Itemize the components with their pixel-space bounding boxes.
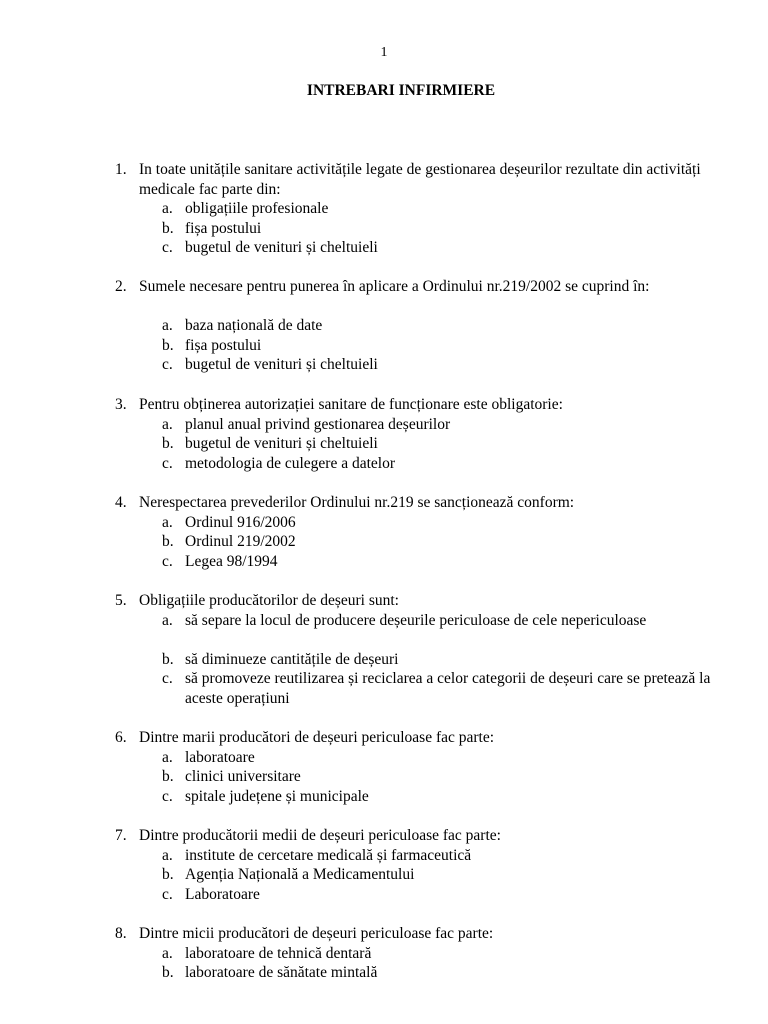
option-text: Laboratoare <box>185 886 260 903</box>
option-text: laboratoare <box>185 749 255 766</box>
question-number: 4. <box>115 494 127 511</box>
option-letter: a. <box>162 200 173 217</box>
option-text: institute de cercetare medicală și farmaceutică <box>185 847 472 864</box>
question-number: 6. <box>115 729 127 746</box>
option-letter: c. <box>162 788 173 805</box>
option-letter: c. <box>162 356 173 373</box>
option-letter: a. <box>162 945 173 962</box>
document-title: INTREBARI INFIRMIERE <box>306 82 496 99</box>
question-text: Dintre producătorii medii de deșeuri periculoase fac parte: <box>139 827 501 844</box>
option-text: Agenția Națională a Medicamentului <box>185 866 415 883</box>
option-text: laboratoare de sănătate mintală <box>185 964 378 981</box>
option-text: baza națională de date <box>185 317 323 334</box>
option-text: obligațiile profesionale <box>185 200 329 217</box>
question-number: 7. <box>115 827 127 844</box>
option-letter: b. <box>162 964 174 981</box>
option-text: fișa postului <box>185 220 262 237</box>
question-text: Dintre marii producători de deșeuri periculoase fac parte: <box>139 729 495 746</box>
option-text: Ordinul 219/2002 <box>185 533 296 550</box>
option-text: bugetul de venituri și cheltuieli <box>185 356 378 373</box>
option-text: metodologia de culegere a datelor <box>185 455 396 472</box>
option-text: să separe la locul de producere deșeurile periculoase de cele nepericuloase <box>185 612 647 629</box>
option-letter: a. <box>162 416 173 433</box>
option-letter: b. <box>162 651 174 668</box>
question-number: 1. <box>115 161 127 178</box>
option-letter: b. <box>162 533 174 550</box>
option-letter: c. <box>162 886 173 903</box>
option-letter: c. <box>162 670 173 687</box>
question-text: Pentru obținerea autorizației sanitare de funcționare este obligatorie: <box>139 396 563 413</box>
question-text: Sumele necesare pentru punerea în aplicare a Ordinului nr.219/2002 se cuprind în: <box>139 278 650 295</box>
option-letter: c. <box>162 239 173 256</box>
option-letter: c. <box>162 455 173 472</box>
option-letter: a. <box>162 514 173 531</box>
question-number: 8. <box>115 925 127 942</box>
option-text: planul anual privind gestionarea deșeurilor <box>185 416 451 433</box>
question-text: Nerespectarea prevederilor Ordinului nr.219 se sancționează conform: <box>139 494 575 511</box>
option-letter: b. <box>162 768 174 785</box>
option-letter: b. <box>162 337 174 354</box>
question-number: 3. <box>115 396 127 413</box>
question-text: Dintre micii producători de deșeuri periculoase fac parte: <box>139 925 494 942</box>
option-letter: c. <box>162 553 173 570</box>
option-letter: a. <box>162 612 173 629</box>
option-text: laboratoare de tehnică dentară <box>185 945 372 962</box>
option-text: Ordinul 916/2006 <box>185 514 296 531</box>
option-text: să diminueze cantitățile de deșeuri <box>185 651 399 668</box>
option-text: spitale județene și municipale <box>185 788 369 805</box>
option-letter: b. <box>162 435 174 452</box>
option-text: Legea 98/1994 <box>185 553 278 570</box>
page-number: 1 <box>380 45 388 60</box>
option-text: fișa postului <box>185 337 262 354</box>
option-text: clinici universitare <box>185 768 301 785</box>
option-text: bugetul de venituri și cheltuieli <box>185 239 378 256</box>
option-text: să promoveze reutilizarea și reciclarea a celor categorii de deșeuri care se pretează la aceste operațiuni <box>185 670 711 707</box>
option-letter: a. <box>162 847 173 864</box>
option-text: bugetul de venituri și cheltuieli <box>185 435 378 452</box>
question-number: 2. <box>115 278 127 295</box>
option-letter: b. <box>162 220 174 237</box>
question-number: 5. <box>115 592 127 609</box>
question-text: In toate unitățile sanitare activitățile legate de gestionarea deșeurilor rezultate din activități medicale fac parte din: <box>139 161 701 198</box>
option-letter: a. <box>162 749 173 766</box>
option-letter: a. <box>162 317 173 334</box>
question-text: Obligațiile producătorilor de deșeuri sunt: <box>139 592 399 609</box>
option-letter: b. <box>162 866 174 883</box>
